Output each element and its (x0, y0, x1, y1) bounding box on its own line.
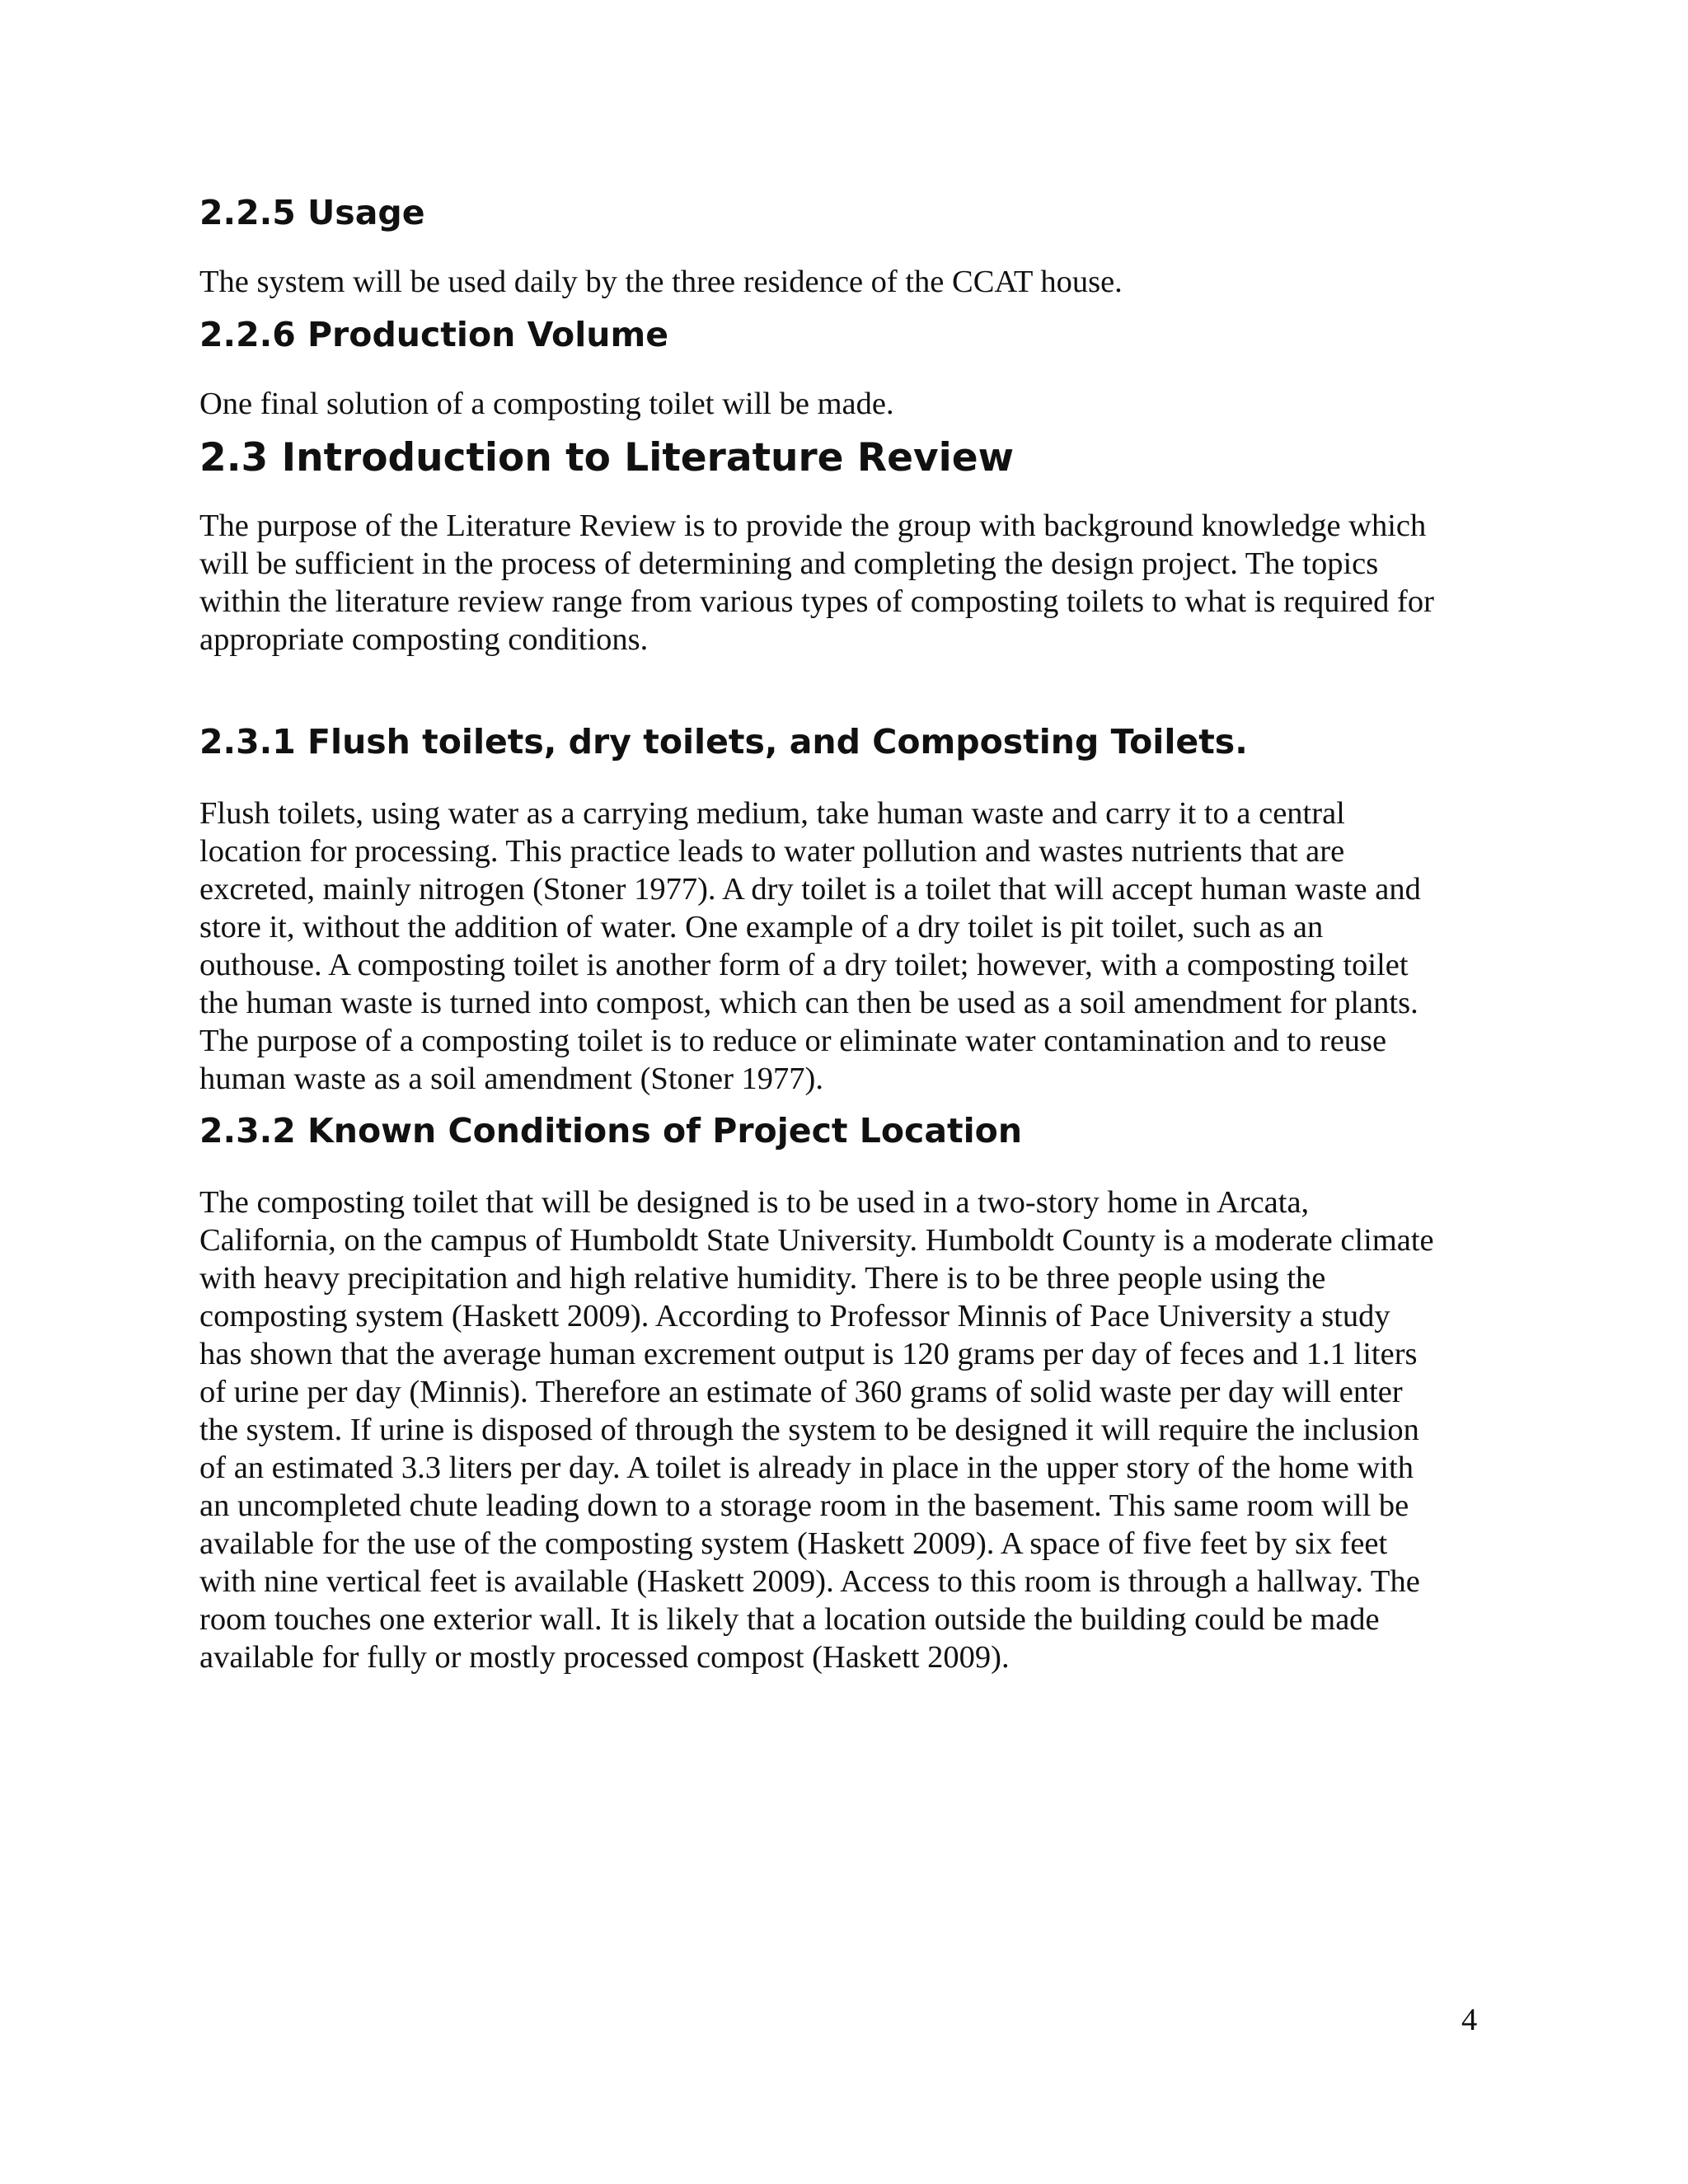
paragraph-line: The purpose of a composting toilet is to reduce or eliminate water contamination and to reuse (199, 1024, 1387, 1058)
paragraph-line: room touches one exterior wall. It is likely that a location outside the building could be made (199, 1602, 1380, 1637)
section-heading-usage: 2.2.5 Usage (199, 193, 425, 232)
paragraph-line: with heavy precipitation and high relative humidity. There is to be three people using the (199, 1261, 1326, 1296)
section-heading-flush-toilets: 2.3.1 Flush toilets, dry toilets, and Composting Toilets. (199, 722, 1248, 762)
paragraph-line: has shown that the average human excrement output is 120 grams per day of feces and 1.1 liters (199, 1337, 1418, 1371)
paragraph-line: Flush toilets, using water as a carrying medium, take human waste and carry it to a central (199, 796, 1345, 831)
paragraph-line: within the literature review range from various types of composting toilets to what is required for (199, 584, 1434, 619)
paragraph-line: excreted, mainly nitrogen (Stoner 1977). A dry toilet is a toilet that will accept human waste and (199, 872, 1421, 907)
page-number: 4 (1461, 2003, 1478, 2037)
paragraph-line: appropriate composting conditions. (199, 622, 649, 657)
paragraph-line: will be sufficient in the process of determining and completing the design project. The topics (199, 546, 1379, 581)
document-page (199, 191, 1493, 1676)
paragraph-line: California, on the campus of Humboldt State University. Humboldt County is a moderate climate (199, 1223, 1434, 1258)
section-heading-known-conditions: 2.3.2 Known Conditions of Project Location (199, 1111, 1023, 1151)
paragraph-line: outhouse. A composting toilet is another form of a dry toilet; however, with a composting toilet (199, 948, 1409, 982)
paragraph-line: of an estimated 3.3 liters per day. A toilet is already in place in the upper story of the home with (199, 1451, 1414, 1485)
paragraph-line: One final solution of a composting toilet will be made. (199, 387, 894, 421)
paragraph-line: with nine vertical feet is available (Haskett 2009). Access to this room is through a hallway. The (199, 1564, 1420, 1599)
paragraph-line: location for processing. This practice leads to water pollution and wastes nutrients that are (199, 834, 1345, 869)
paragraph-line: available for fully or mostly processed compost (Haskett 2009). (199, 1640, 1010, 1675)
production-volume-paragraph (199, 385, 1493, 423)
paragraph-line: composting system (Haskett 2009). According to Professor Minnis of Pace University a study (199, 1299, 1390, 1333)
paragraph-line: The system will be used daily by the three residence of the CCAT house. (199, 265, 1123, 299)
paragraph-line: The purpose of the Literature Review is to provide the group with background knowledge which (199, 509, 1427, 543)
known-conditions-paragraph (199, 1183, 1493, 1676)
literature-review-paragraph (199, 507, 1493, 658)
usage-paragraph (199, 263, 1493, 301)
paragraph-line: The composting toilet that will be designed is to be used in a two-story home in Arcata, (199, 1185, 1310, 1220)
paragraph-line: the human waste is turned into compost, which can then be used as a soil amendment for plants. (199, 986, 1418, 1020)
section-heading-production-volume: 2.2.6 Production Volume (199, 315, 668, 354)
paragraph-line: the system. If urine is disposed of through the system to be designed it will require the inclusion (199, 1413, 1419, 1447)
paragraph-line: of urine per day (Minnis). Therefore an estimate of 360 grams of solid waste per day will enter (199, 1375, 1403, 1409)
section-heading-literature-review: 2.3 Introduction to Literature Review (199, 435, 1015, 480)
paragraph-line: available for the use of the composting system (Haskett 2009). A space of five feet by six feet (199, 1526, 1388, 1561)
flush-toilets-paragraph (199, 794, 1493, 1098)
paragraph-line: store it, without the addition of water. One example of a dry toilet is pit toilet, such as an (199, 910, 1324, 944)
paragraph-line: an uncompleted chute leading down to a storage room in the basement. This same room will be (199, 1488, 1409, 1523)
paragraph-line: human waste as a soil amendment (Stoner 1977). (199, 1062, 823, 1096)
